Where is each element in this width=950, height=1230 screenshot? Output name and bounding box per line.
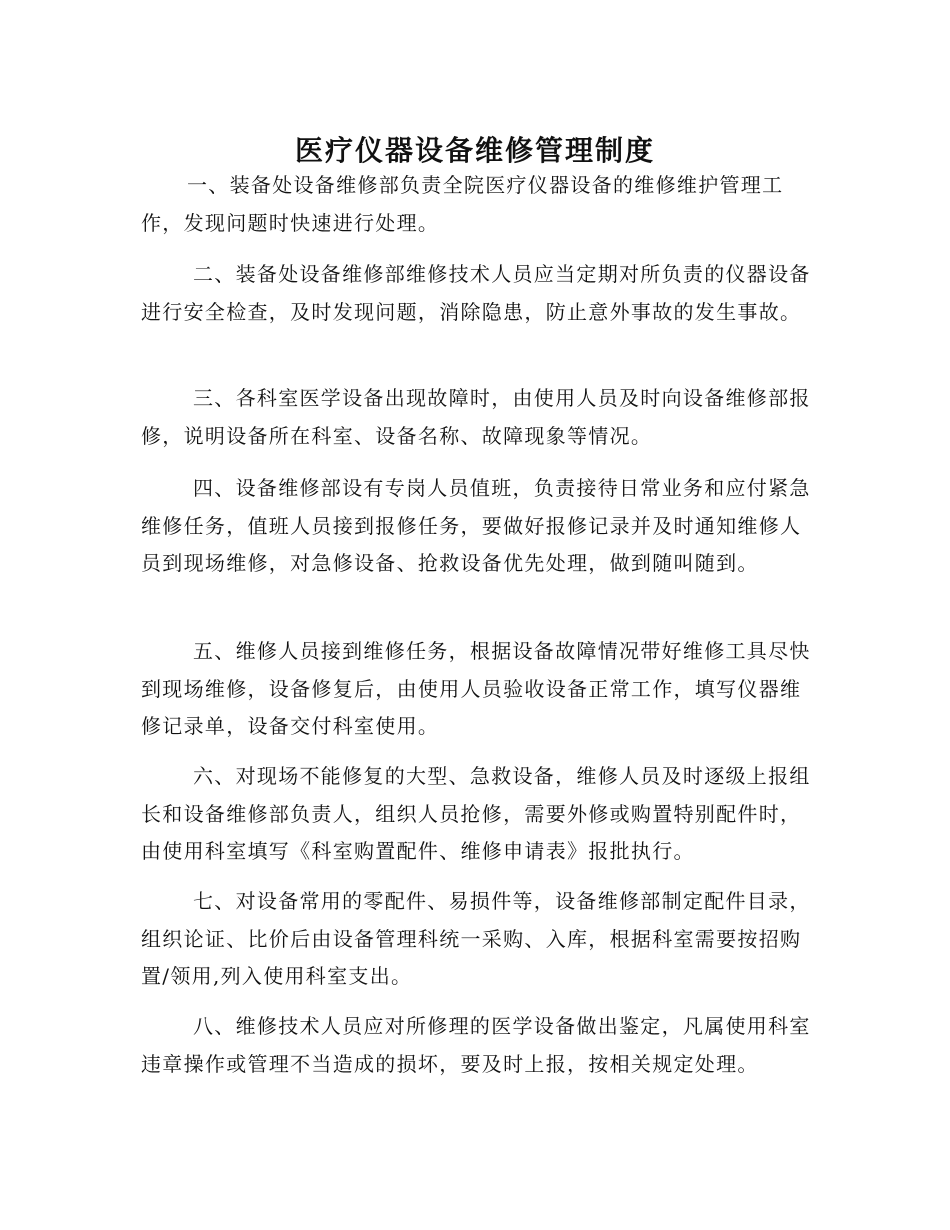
document-title: 医疗仪器设备维修管理制度 xyxy=(294,133,655,167)
paragraph-8: 八、维修技术人员应对所修理的医学设备做出鉴定，凡属使用科室违章操作或管理不当造成的损坏，要及时上报，按相关规定处理。 xyxy=(141,1014,811,1076)
paragraph-7: 七、对设备常用的零配件、易损件等，设备维修部制定配件目录，组织论证、比价后由设备管理科统一采购、入库，根据科室需要按招购置/领用,列入使用科室支出。 xyxy=(141,889,811,988)
paragraph-4: 四、设备维修部设有专岗人员值班，负责接待日常业务和应付紧急维修任务，值班人员接到报修任务，要做好报修记录并及时通知维修人员到现场维修，对急修设备、抢救设备优先处理，做到随叫随到。 xyxy=(141,476,811,575)
paragraph-6: 六、对现场不能修复的大型、急救设备，维修人员及时逐级上报组长和设备维修部负责人，组织人员抢修，需要外修或购置特别配件时，由使用科室填写《科室购置配件、维修申请表》报批执行。 xyxy=(141,764,811,863)
paragraph-2: 二、装备处设备维修部维修技术人员应当定期对所负责的仪器设备进行安全检查，及时发现问题，消除隐患，防止意外事故的发生事故。 xyxy=(141,262,811,324)
paragraph-3: 三、各科室医学设备出现故障时，由使用人员及时向设备维修部报修，说明设备所在科室、设备名称、故障现象等情况。 xyxy=(141,386,811,448)
paragraph-5: 五、维修人员接到维修任务，根据设备故障情况带好维修工具尽快到现场维修，设备修复后，由使用人员验收设备正常工作，填写仪器维修记录单，设备交付科室使用。 xyxy=(141,639,811,738)
paragraph-1: 一、装备处设备维修部负责全院医疗仪器设备的维修维护管理工作，发现问题时快速进行处理。 xyxy=(141,173,784,235)
